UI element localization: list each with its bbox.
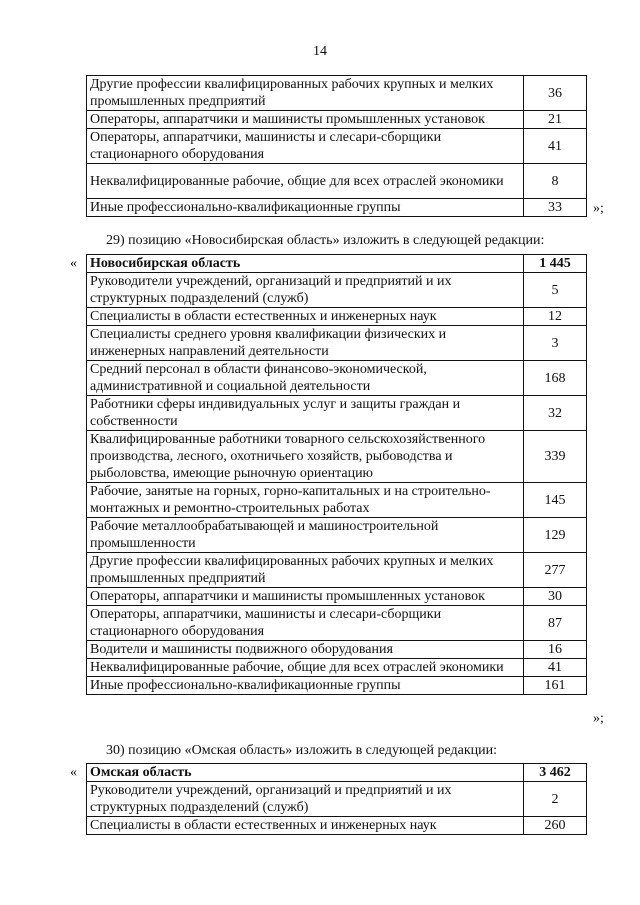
occupation-group-count: 145 bbox=[524, 483, 587, 518]
table-row bbox=[87, 483, 587, 518]
table-row bbox=[87, 326, 587, 361]
table-row bbox=[87, 518, 587, 553]
occupation-group-name: Средний персонал в области финансово-экономической, административной и социальной деятельности bbox=[87, 361, 524, 396]
occupation-group-name: Руководители учреждений, организаций и предприятий и их структурных подразделений (служб) bbox=[87, 273, 524, 308]
occupation-group-count: 41 bbox=[524, 129, 587, 164]
occupation-group-name: Руководители учреждений, организаций и предприятий и их структурных подразделений (служб) bbox=[87, 782, 524, 817]
occupation-group-count: 21 bbox=[524, 111, 587, 129]
table-row bbox=[87, 76, 587, 111]
occupation-group-name: Иные профессионально-квалификационные группы bbox=[87, 677, 524, 695]
table-row bbox=[87, 396, 587, 431]
table-row bbox=[87, 606, 587, 641]
occupation-group-count: 260 bbox=[524, 817, 587, 835]
opening-quote: « bbox=[70, 256, 77, 271]
occupation-group-name: Операторы, аппаратчики и машинисты промышленных установок bbox=[87, 588, 524, 606]
occupation-group-count: 5 bbox=[524, 273, 587, 308]
occupation-group-count: 2 bbox=[524, 782, 587, 817]
closing-quote: »; bbox=[593, 711, 604, 726]
occupation-group-count: 16 bbox=[524, 641, 587, 659]
occupation-group-count: 168 bbox=[524, 361, 587, 396]
table-row bbox=[87, 164, 587, 199]
occupation-group-name: Другие профессии квалифицированных рабочих крупных и мелких промышленных предприятий bbox=[87, 76, 524, 111]
occupation-group-count: 3 bbox=[524, 326, 587, 361]
section-29-paragraph: 29) позицию «Новосибирская область» изложить в следующей редакции: bbox=[106, 233, 545, 248]
table-row bbox=[87, 641, 587, 659]
region-header-row bbox=[87, 764, 587, 782]
occupation-group-name: Другие профессии квалифицированных рабочих крупных и мелких промышленных предприятий bbox=[87, 553, 524, 588]
occupation-group-name: Специалисты в области естественных и инженерных наук bbox=[87, 817, 524, 835]
occupation-group-count: 30 bbox=[524, 588, 587, 606]
section-30-paragraph: 30) позицию «Омская область» изложить в следующей редакции: bbox=[106, 743, 498, 758]
region-total: 3 462 bbox=[524, 764, 587, 782]
table-row bbox=[87, 129, 587, 164]
table-body bbox=[87, 76, 587, 217]
page-number: 14 bbox=[313, 44, 327, 59]
occupation-group-name: Квалифицированные работники товарного сельскохозяйственного производства, лесного, охотничьего хозяйств, рыбоводства и рыболовства, имеющие рыночную ориентацию bbox=[87, 431, 524, 483]
table-row bbox=[87, 431, 587, 483]
omsk-table bbox=[86, 763, 587, 835]
occupation-group-count: 33 bbox=[524, 199, 587, 217]
table-row bbox=[87, 273, 587, 308]
occupation-group-name: Водители и машинисты подвижного оборудования bbox=[87, 641, 524, 659]
occupation-group-name: Специалисты в области естественных и инженерных наук bbox=[87, 308, 524, 326]
occupation-group-count: 87 bbox=[524, 606, 587, 641]
table-row bbox=[87, 111, 587, 129]
occupation-group-count: 12 bbox=[524, 308, 587, 326]
region-header-row bbox=[87, 255, 587, 273]
occupation-group-name: Специалисты среднего уровня квалификации физических и инженерных направлений деятельности bbox=[87, 326, 524, 361]
table-body bbox=[87, 273, 587, 695]
occupation-group-name: Рабочие, занятые на горных, горно-капитальных и на строительно-монтажных и ремонтно-строительных работах bbox=[87, 483, 524, 518]
novosibirsk-table bbox=[86, 254, 587, 695]
table-row bbox=[87, 817, 587, 835]
table-row bbox=[87, 199, 587, 217]
occupation-group-name: Неквалифицированные рабочие, общие для всех отраслей экономики bbox=[87, 659, 524, 677]
occupation-group-count: 277 bbox=[524, 553, 587, 588]
occupation-group-count: 32 bbox=[524, 396, 587, 431]
opening-quote: « bbox=[70, 765, 77, 780]
table-row bbox=[87, 782, 587, 817]
region-name: Омская область bbox=[87, 764, 524, 782]
region-total: 1 445 bbox=[524, 255, 587, 273]
occupation-group-name: Операторы, аппаратчики, машинисты и слесари-сборщики стационарного оборудования bbox=[87, 129, 524, 164]
table-row bbox=[87, 553, 587, 588]
occupation-group-name: Рабочие металлообрабатывающей и машиностроительной промышленности bbox=[87, 518, 524, 553]
table-row bbox=[87, 677, 587, 695]
table-row bbox=[87, 308, 587, 326]
occupation-group-count: 129 bbox=[524, 518, 587, 553]
closing-quote: »; bbox=[593, 201, 604, 216]
occupation-group-count: 8 bbox=[524, 164, 587, 199]
table-row bbox=[87, 361, 587, 396]
occupation-group-name: Неквалифицированные рабочие, общие для всех отраслей экономики bbox=[87, 164, 524, 199]
table-body bbox=[87, 782, 587, 835]
occupation-group-count: 339 bbox=[524, 431, 587, 483]
occupation-group-name: Операторы, аппаратчики и машинисты промышленных установок bbox=[87, 111, 524, 129]
staff-table-continued bbox=[86, 75, 587, 217]
occupation-group-count: 161 bbox=[524, 677, 587, 695]
occupation-group-count: 36 bbox=[524, 76, 587, 111]
region-name: Новосибирская область bbox=[87, 255, 524, 273]
occupation-group-name: Иные профессионально-квалификационные группы bbox=[87, 199, 524, 217]
table-row bbox=[87, 588, 587, 606]
table-row bbox=[87, 659, 587, 677]
occupation-group-name: Работники сферы индивидуальных услуг и защиты граждан и собственности bbox=[87, 396, 524, 431]
occupation-group-count: 41 bbox=[524, 659, 587, 677]
occupation-group-name: Операторы, аппаратчики, машинисты и слесари-сборщики стационарного оборудования bbox=[87, 606, 524, 641]
